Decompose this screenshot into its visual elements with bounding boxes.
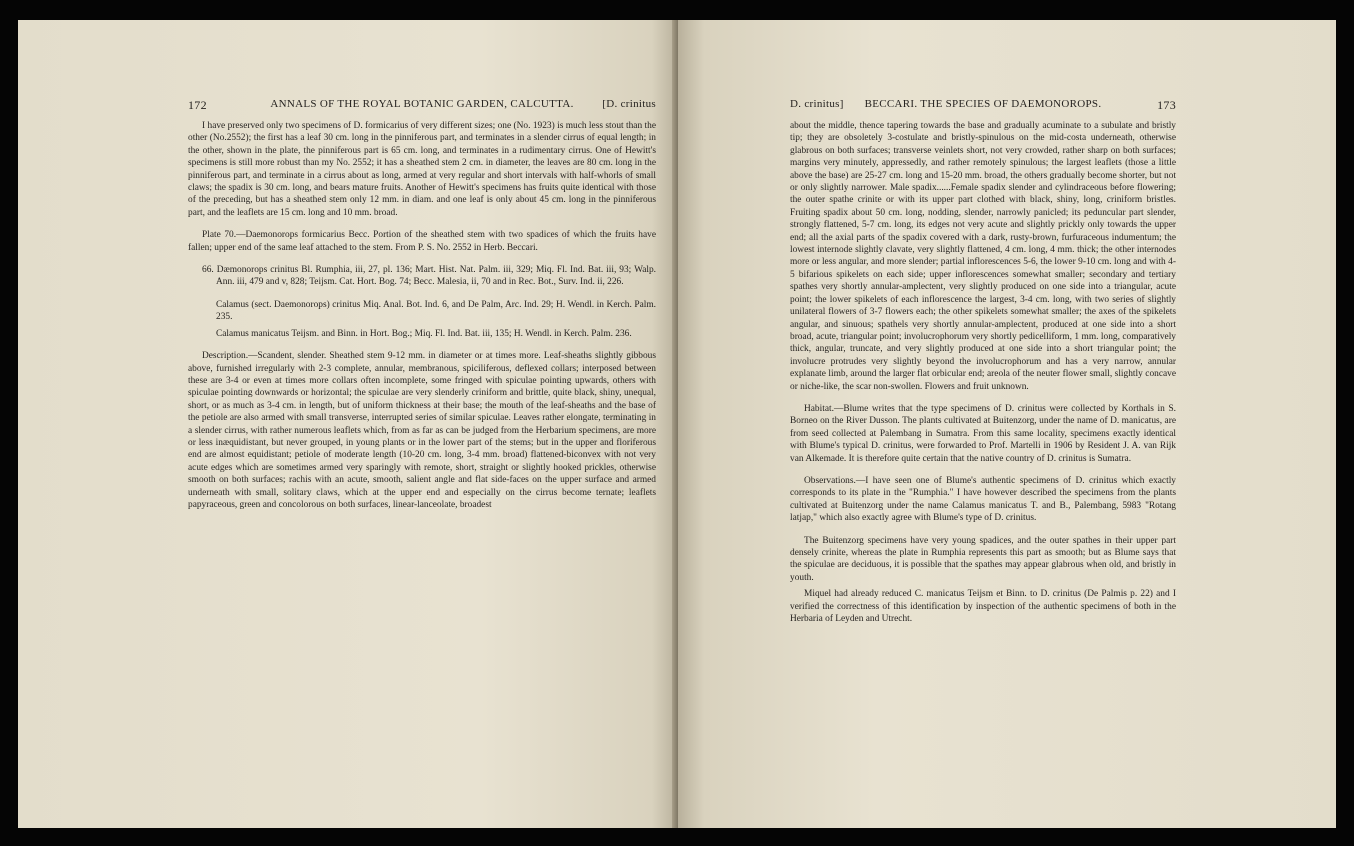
synonym-entry: Calamus manicatus Teijsm. and Binn. in Hort. Bog.; Miq. Fl. Ind. Bat. iii, 135; H. Wendl. in Kerch. Palm. 236. bbox=[216, 328, 632, 339]
right-paragraph: Miquel had already reduced C. manicatus Teijsm et Binn. to D. crinitus (De Palmis p. 22) and I verified the correctness of this identification by inspection of the authentic specimens of both in the Herbaria of Leyden and Utrecht. bbox=[790, 589, 1176, 625]
right-running-title: BECCARI. THE SPECIES OF DAEMONOROPS. bbox=[864, 98, 1102, 110]
left-paragraph: I have preserved only two specimens of D. formicarius of very different sizes; one (No. 1923) is much less stout than the other (No.2552); the first has a leaf 30 cm. long in the pinniferous part, and terminates in a slender cirrus of equal length; in the other, shown in the plate, the pinniferous part is 65 cm. long, and terminates in a rudimentary cirrus. One of Hewitt's specimens is still more robust than my No. 2552; it has a sheathed stem 2 cm. in diameter, the leaves are 80 cm. long in the pinniferous part, and terminate in a cirrus about as long, armed at very regular and short intervals with half-whorls of small claws; the spadix is 30 cm. long, and bears mature fruits. Another of Hewitt's specimens has fruits quite identical with those of the preceding, but has a sheathed stem only 12 mm. in diam. and one leaf is only about 45 cm. long in the pinniferous part, and the leaflets are 15 cm. long and 10 mm. broad. bbox=[188, 121, 656, 218]
left-page bbox=[18, 20, 678, 828]
left-page-number: 172 bbox=[188, 98, 207, 112]
right-page-number: 173 bbox=[1157, 98, 1176, 112]
right-page bbox=[678, 20, 1336, 828]
right-species-tag: D. crinitus] bbox=[790, 98, 844, 110]
right-paragraph: The Buitenzorg specimens have very young spadices, and the outer spathes in their upper part densely crinite, whereas the plate in Rumphia represents this part as smooth; but as Blume says that the spiculae are deciduous, it is possible that the spathes may appear glabrous when old, and bristly in youth. bbox=[790, 535, 1176, 583]
synonym-entry: Calamus (sect. Daemonorops) crinitus Miq. Anal. Bot. Ind. 6, and De Palm, Arc. Ind. 29; H. Wendl. in Kerch. Palm. 235. bbox=[216, 299, 656, 323]
left-running-title: ANNALS OF THE ROYAL BOTANIC GARDEN, CALCUTTA. bbox=[270, 98, 574, 110]
observations-paragraph: Observations.—I have seen one of Blume's authentic specimens of D. crinitus which exactly corresponds to its plate in the "Rumphia." I have however described the specimens from the plants cultivated at Buitenzorg under the name Calamus manicatus T. and B., Palembang, 5983 "Rotang latjap," which also exactly agree with Blume's type of D. crinitus. bbox=[790, 475, 1176, 524]
description-continued: about the middle, thence tapering towards the base and gradually acuminate to a subulate and bristly tip; they are obsoletely 3-costulate and bristly-spinulous on the mid-costa underneath, otherwise glabrous on both surfaces; transverse veinlets short, not very crowded, rather sharp on both surfaces; margins very minutely, appressedly, and rather remotely spinulous; the largest leaflets (those a little above the base) are 25-27 cm. long and 15-20 mm. broad, the others gradually become shorter, but not or only slightly narrower. Male spadix......Female spadix slender and cylindraceous before flowering; the outer spathe crinite or with its upper part clothed with black, shiny, long, criniform bristles. Fruiting spadix about 50 cm. long, nodding, slender, narrowly panicled; its peduncular part slender, strongly flattened, 5-7 cm. long, its edges not very acute and slightly prickly only towards the upper end; all the axial parts of the spadix covered with a dark, rusty-brown, furfuraceous indumentum; the lowest internode slightly clavate, very slightly flattened, 4 cm. long, 4 mm. thick; the other internodes more or less angular, and more slender; partial inflorescences 5-6, the lower 9-10 cm. long and with 4-5 bifarious spikelets on each side; upper inflorescences somewhat smaller; secondary and tertiary spathes very shortly annular-amplectent, very slightly produced on one side into a triangular, acute point; the lower spikelets of each inflorescence the largest, 3-4 cm. long, with two series of slightly unilateral flowers of 3-7 flowers each; the other spikelets somewhat smaller; the axes of the spikelets angular, and sinuous; spathels very shortly annular-amplectent, produced at one side into a short broad, acute, triangular point; involucrophorum very shortly pedicelliform, 1 mm. long, comparatively thick, angular, truncate, and very slightly produced at one side into a short triangular point; the involucre protrudes very slightly beyond the involucrophorum and has a very narrow, annular explanate limb, around the larger flat orbicular end; areola of the neuter flower small, slightly concave or niche-like, the scar non-swollen. Flowers and fruit unknown. bbox=[790, 121, 1176, 392]
species-heading: 66. Dæmonorops crinitus Bl. Rumphia, iii, 27, pl. 136; Mart. Hist. Nat. Palm. iii, 329; Miq. Fl. Ind. Bat. iii, 93; Walp. Ann. iii, 479 and v, 828; Teijsm. Cat. Hort. Bog. 74; Becc. Malesia, ii, 70 and in Rec. Bot., Surv. Ind. ii, 226. bbox=[202, 265, 656, 288]
left-running-head bbox=[188, 98, 656, 120]
description-paragraph: Description.—Scandent, slender. Sheathed stem 9-12 mm. in diameter or at times more. Leaf-sheaths slightly gibbous above, furnished irregularly with 2-3 complete, annular, membranous, spiciliferous, deflexed collars; interposed between these are 3-4 or even at times more collars often incomplete, some fringed with spiculae pointing upwards, others with spiculae pointing downwards or horizontal; the spiculae are very slenderly criniform and brittle, quite black, shiny, unequal, short, or as much as 3-4 cm. in length, but of uniform thickness at their base; the mouth of the leaf-sheaths and the base of the petiole are also armed with small transverse, interrupted series of similar spiculae. Leaves rather elongate, terminating in a slender cirrus, with rather numerous leaflets which, from as far as can be judged from the Herbarium specimens, are more or less inæquidistant, but never grouped, in young plants or in the lower part of the stems; but in the upper and floriferous end are almost equidistant; petiole of moderate length (10-20 cm. long, 3-4 mm. broad) flattened-biconvex with not very acute edges which are sometimes armed very sparingly with remote, short, straight or slightly hooked prickles, otherwise smooth on both surfaces; rachis with an acute, smooth, salient angle and flat side-faces on the upper surface and armed underneath with small, solitary claws, which at the upper end and especially on the cirrus become ternate; leaflets papyraceous, green and concolorous on both surfaces, linear-lanceolate, broadest bbox=[188, 351, 656, 510]
habitat-paragraph: Habitat.—Blume writes that the type specimens of D. crinitus were collected by Korthals in S. Borneo on the River Dusson. The plants cultivated at Buitenzorg, under the name of D. manicatus, are from seed collected at Palembang in Sumatra. From this same locality, specimens exactly identical with Blume's typical D. crinitus, were forwarded to Prof. Martelli in 1906 by Resident J. A. van Rijk van Alkemade. It is therefore quite certain that the native country of D. crinitus is Sumatra. bbox=[790, 403, 1176, 464]
plate-caption: Plate 70.—Daemonorops formicarius Becc. Portion of the sheathed stem with two spadices of which the fruits have fallen; upper end of the same leaf attached to the stem. From P. S. No. 2552 in Herb. Beccari. bbox=[188, 230, 656, 253]
left-species-tag: [D. crinitus bbox=[602, 98, 656, 110]
right-running-head bbox=[790, 98, 1176, 120]
